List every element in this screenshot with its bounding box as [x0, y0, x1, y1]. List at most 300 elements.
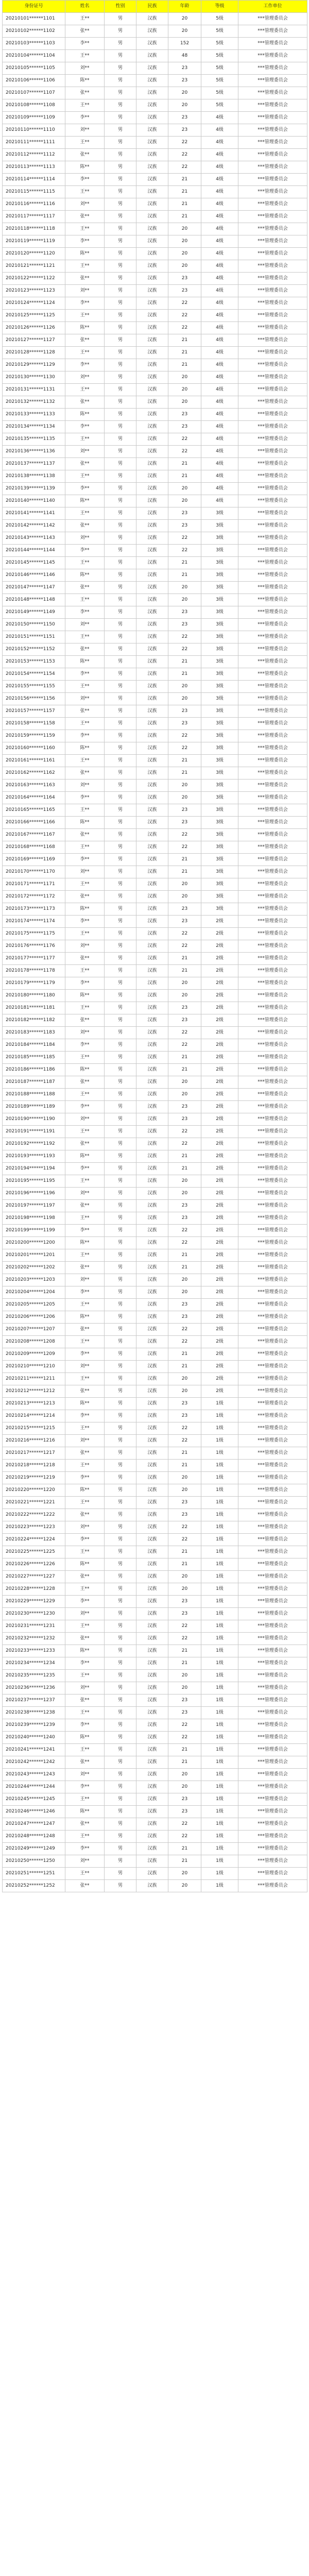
cell-level: 3级	[201, 903, 238, 916]
table-row	[3, 1868, 307, 1880]
cell-id-number: 20210129******1129	[3, 359, 65, 371]
cell-work-unit: ***管理委员会	[238, 137, 307, 149]
cell-level: 4级	[201, 384, 238, 396]
cell-age: 22	[168, 730, 201, 742]
cell-name: 王**	[65, 718, 105, 730]
cell-gender: 男	[105, 458, 136, 470]
table-row	[3, 829, 307, 841]
cell-age: 23	[168, 817, 201, 829]
cell-work-unit: ***管理委员会	[238, 458, 307, 470]
cell-level: 2级	[201, 1052, 238, 1064]
cell-gender: 男	[105, 384, 136, 396]
table-row	[3, 248, 307, 260]
cell-work-unit: ***管理委员会	[238, 1558, 307, 1571]
cell-age: 22	[168, 1324, 201, 1336]
cell-level: 5级	[201, 50, 238, 62]
cell-gender: 男	[105, 149, 136, 161]
cell-age: 23	[168, 112, 201, 124]
cell-ethnicity: 汉族	[136, 619, 168, 631]
table-row	[3, 149, 307, 161]
cell-id-number: 20210241******1241	[3, 1744, 65, 1756]
table-row	[3, 75, 307, 87]
cell-work-unit: ***管理委员会	[238, 1484, 307, 1497]
cell-id-number: 20210235******1235	[3, 1670, 65, 1682]
cell-age: 23	[168, 1113, 201, 1126]
cell-ethnicity: 汉族	[136, 1843, 168, 1855]
cell-level: 4级	[201, 483, 238, 495]
cell-work-unit: ***管理委员会	[238, 1126, 307, 1138]
cell-work-unit: ***管理委员会	[238, 977, 307, 990]
cell-work-unit: ***管理委员会	[238, 1855, 307, 1868]
cell-name: 王**	[65, 841, 105, 854]
cell-name: 王**	[65, 1249, 105, 1262]
table-row	[3, 322, 307, 334]
table-row	[3, 1373, 307, 1385]
cell-level: 4级	[201, 371, 238, 384]
cell-id-number: 20210229******1229	[3, 1596, 65, 1608]
cell-ethnicity: 汉族	[136, 1744, 168, 1756]
cell-name: 王**	[65, 1002, 105, 1014]
cell-work-unit: ***管理委员会	[238, 347, 307, 359]
cell-name: 李**	[65, 1225, 105, 1237]
cell-work-unit: ***管理委员会	[238, 1299, 307, 1311]
cell-name: 刘**	[65, 1113, 105, 1126]
cell-ethnicity: 汉族	[136, 1274, 168, 1286]
cell-level: 4级	[201, 124, 238, 137]
table-row	[3, 1150, 307, 1163]
cell-ethnicity: 汉族	[136, 606, 168, 619]
cell-work-unit: ***管理委员会	[238, 1385, 307, 1398]
header-ethnicity: 民族	[136, 1, 168, 13]
table-row	[3, 1645, 307, 1657]
cell-age: 22	[168, 1027, 201, 1039]
cell-level: 3级	[201, 557, 238, 569]
cell-name: 张**	[65, 149, 105, 161]
cell-gender: 男	[105, 1806, 136, 1818]
table-row	[3, 1546, 307, 1558]
cell-level: 3级	[201, 681, 238, 693]
cell-gender: 男	[105, 1880, 136, 1892]
cell-id-number: 20210194******1194	[3, 1163, 65, 1175]
table-row	[3, 1608, 307, 1620]
cell-level: 1级	[201, 1694, 238, 1707]
cell-name: 陈**	[65, 817, 105, 829]
cell-ethnicity: 汉族	[136, 25, 168, 38]
table-row	[3, 1880, 307, 1892]
cell-name: 张**	[65, 1694, 105, 1707]
cell-level: 4级	[201, 433, 238, 446]
cell-gender: 男	[105, 1657, 136, 1670]
cell-age: 48	[168, 50, 201, 62]
cell-id-number: 20210226******1226	[3, 1558, 65, 1571]
cell-ethnicity: 汉族	[136, 1719, 168, 1732]
table-row	[3, 866, 307, 878]
cell-ethnicity: 汉族	[136, 1633, 168, 1645]
cell-gender: 男	[105, 804, 136, 817]
cell-ethnicity: 汉族	[136, 1855, 168, 1868]
cell-level: 1级	[201, 1670, 238, 1682]
cell-level: 4级	[201, 260, 238, 273]
cell-age: 21	[168, 569, 201, 582]
table-row	[3, 1521, 307, 1534]
cell-ethnicity: 汉族	[136, 1596, 168, 1608]
cell-level: 3级	[201, 866, 238, 878]
cell-age: 21	[168, 1855, 201, 1868]
cell-ethnicity: 汉族	[136, 322, 168, 334]
table-row	[3, 421, 307, 433]
cell-name: 李**	[65, 1657, 105, 1670]
cell-name: 王**	[65, 1546, 105, 1558]
cell-age: 21	[168, 755, 201, 767]
table-row	[3, 1311, 307, 1324]
cell-id-number: 20210185******1185	[3, 1052, 65, 1064]
cell-level: 4级	[201, 359, 238, 371]
header-level: 等级	[201, 1, 238, 13]
table-row	[3, 532, 307, 545]
cell-work-unit: ***管理委员会	[238, 1237, 307, 1249]
cell-level: 1级	[201, 1460, 238, 1472]
cell-gender: 男	[105, 1274, 136, 1286]
cell-name: 张**	[65, 1633, 105, 1645]
cell-gender: 男	[105, 1608, 136, 1620]
cell-id-number: 20210107******1107	[3, 87, 65, 99]
table-row	[3, 916, 307, 928]
cell-gender: 男	[105, 1843, 136, 1855]
cell-id-number: 20210250******1250	[3, 1855, 65, 1868]
table-row	[3, 1806, 307, 1818]
cell-ethnicity: 汉族	[136, 1126, 168, 1138]
cell-id-number: 20210122******1122	[3, 273, 65, 285]
cell-id-number: 20210162******1162	[3, 767, 65, 779]
cell-gender: 男	[105, 1311, 136, 1324]
table-row	[3, 1769, 307, 1781]
cell-ethnicity: 汉族	[136, 1002, 168, 1014]
table-row	[3, 755, 307, 767]
table-body	[3, 13, 307, 1892]
cell-name: 刘**	[65, 446, 105, 458]
cell-work-unit: ***管理委员会	[238, 940, 307, 953]
table-row	[3, 1225, 307, 1237]
table-row	[3, 161, 307, 174]
table-row	[3, 87, 307, 99]
cell-id-number: 20210154******1154	[3, 668, 65, 681]
cell-level: 1级	[201, 1472, 238, 1484]
cell-work-unit: ***管理委员会	[238, 693, 307, 705]
cell-level: 4级	[201, 446, 238, 458]
cell-age: 21	[168, 470, 201, 483]
cell-level: 2级	[201, 1311, 238, 1324]
cell-age: 21	[168, 186, 201, 198]
cell-id-number: 20210193******1193	[3, 1150, 65, 1163]
cell-name: 陈**	[65, 1237, 105, 1249]
table-row	[3, 656, 307, 668]
cell-id-number: 20210101******1101	[3, 13, 65, 25]
cell-work-unit: ***管理委员会	[238, 656, 307, 668]
cell-name: 李**	[65, 1286, 105, 1299]
cell-id-number: 20210155******1155	[3, 681, 65, 693]
cell-work-unit: ***管理委员会	[238, 260, 307, 273]
table-row	[3, 1249, 307, 1262]
cell-name: 王**	[65, 1868, 105, 1880]
cell-level: 4级	[201, 248, 238, 260]
cell-ethnicity: 汉族	[136, 569, 168, 582]
cell-level: 2级	[201, 1212, 238, 1225]
table-row	[3, 940, 307, 953]
cell-age: 22	[168, 940, 201, 953]
cell-name: 张**	[65, 1262, 105, 1274]
table-row	[3, 606, 307, 619]
cell-id-number: 20210111******1111	[3, 137, 65, 149]
cell-name: 张**	[65, 643, 105, 656]
cell-work-unit: ***管理委员会	[238, 1657, 307, 1670]
cell-name: 王**	[65, 507, 105, 520]
cell-gender: 男	[105, 1336, 136, 1348]
cell-id-number: 20210237******1237	[3, 1694, 65, 1707]
cell-ethnicity: 汉族	[136, 1682, 168, 1694]
cell-ethnicity: 汉族	[136, 421, 168, 433]
cell-name: 李**	[65, 916, 105, 928]
cell-work-unit: ***管理委员会	[238, 1620, 307, 1633]
cell-level: 2级	[201, 916, 238, 928]
cell-work-unit: ***管理委员会	[238, 532, 307, 545]
cell-age: 22	[168, 1521, 201, 1534]
table-row	[3, 1497, 307, 1509]
cell-name: 陈**	[65, 248, 105, 260]
cell-gender: 男	[105, 1831, 136, 1843]
cell-age: 20	[168, 25, 201, 38]
cell-age: 21	[168, 1361, 201, 1373]
cell-age: 22	[168, 1633, 201, 1645]
cell-age: 20	[168, 1769, 201, 1781]
cell-age: 20	[168, 977, 201, 990]
cell-work-unit: ***管理委员会	[238, 1880, 307, 1892]
cell-gender: 男	[105, 1076, 136, 1089]
cell-work-unit: ***管理委员会	[238, 718, 307, 730]
cell-name: 王**	[65, 1583, 105, 1596]
cell-name: 张**	[65, 953, 105, 965]
cell-age: 21	[168, 1163, 201, 1175]
cell-id-number: 20210206******1206	[3, 1311, 65, 1324]
cell-name: 张**	[65, 705, 105, 718]
table-row	[3, 409, 307, 421]
cell-name: 刘**	[65, 866, 105, 878]
cell-id-number: 20210118******1118	[3, 223, 65, 235]
cell-age: 23	[168, 1002, 201, 1014]
cell-level: 3级	[201, 693, 238, 705]
table-row	[3, 668, 307, 681]
cell-name: 王**	[65, 878, 105, 891]
cell-work-unit: ***管理委员会	[238, 878, 307, 891]
cell-ethnicity: 汉族	[136, 1645, 168, 1657]
cell-name: 李**	[65, 1410, 105, 1422]
cell-ethnicity: 汉族	[136, 1163, 168, 1175]
cell-name: 王**	[65, 1212, 105, 1225]
cell-age: 23	[168, 606, 201, 619]
table-row	[3, 1163, 307, 1175]
cell-age: 22	[168, 149, 201, 161]
cell-work-unit: ***管理委员会	[238, 409, 307, 421]
cell-ethnicity: 汉族	[136, 928, 168, 940]
cell-level: 2级	[201, 1299, 238, 1311]
table-row	[3, 1212, 307, 1225]
table-row	[3, 433, 307, 446]
cell-id-number: 20210202******1202	[3, 1262, 65, 1274]
cell-ethnicity: 汉族	[136, 13, 168, 25]
cell-id-number: 20210116******1116	[3, 198, 65, 211]
table-row	[3, 1843, 307, 1855]
cell-id-number: 20210246******1246	[3, 1806, 65, 1818]
cell-work-unit: ***管理委员会	[238, 1793, 307, 1806]
cell-work-unit: ***管理委员会	[238, 817, 307, 829]
cell-ethnicity: 汉族	[136, 507, 168, 520]
cell-gender: 男	[105, 891, 136, 903]
cell-id-number: 20210195******1195	[3, 1175, 65, 1188]
cell-name: 刘**	[65, 124, 105, 137]
cell-work-unit: ***管理委员会	[238, 1596, 307, 1608]
cell-id-number: 20210249******1249	[3, 1843, 65, 1855]
table-row	[3, 137, 307, 149]
cell-ethnicity: 汉族	[136, 347, 168, 359]
cell-gender: 男	[105, 1014, 136, 1027]
cell-name: 李**	[65, 235, 105, 248]
cell-level: 2级	[201, 1126, 238, 1138]
cell-level: 2级	[201, 1348, 238, 1361]
cell-name: 张**	[65, 458, 105, 470]
cell-id-number: 20210174******1174	[3, 916, 65, 928]
cell-id-number: 20210143******1143	[3, 532, 65, 545]
cell-name: 陈**	[65, 1806, 105, 1818]
cell-work-unit: ***管理委员会	[238, 916, 307, 928]
table-row	[3, 1052, 307, 1064]
table-row	[3, 1583, 307, 1596]
cell-age: 22	[168, 1719, 201, 1732]
cell-id-number: 20210176******1176	[3, 940, 65, 953]
cell-age: 20	[168, 248, 201, 260]
cell-age: 21	[168, 1744, 201, 1756]
cell-work-unit: ***管理委员会	[238, 1373, 307, 1385]
cell-work-unit: ***管理委员会	[238, 1868, 307, 1880]
cell-gender: 男	[105, 779, 136, 792]
cell-id-number: 20210178******1178	[3, 965, 65, 977]
cell-level: 5级	[201, 13, 238, 25]
cell-level: 3级	[201, 643, 238, 656]
cell-work-unit: ***管理委员会	[238, 1806, 307, 1818]
cell-gender: 男	[105, 235, 136, 248]
cell-name: 王**	[65, 1620, 105, 1633]
cell-ethnicity: 汉族	[136, 1497, 168, 1509]
cell-ethnicity: 汉族	[136, 1373, 168, 1385]
cell-name: 王**	[65, 186, 105, 198]
cell-work-unit: ***管理委员会	[238, 1422, 307, 1435]
cell-ethnicity: 汉族	[136, 1027, 168, 1039]
cell-id-number: 20210247******1247	[3, 1818, 65, 1831]
cell-age: 20	[168, 792, 201, 804]
cell-id-number: 20210182******1182	[3, 1014, 65, 1027]
cell-id-number: 20210157******1157	[3, 705, 65, 718]
cell-work-unit: ***管理委员会	[238, 211, 307, 223]
cell-level: 3级	[201, 854, 238, 866]
cell-age: 20	[168, 1188, 201, 1200]
cell-gender: 男	[105, 1756, 136, 1769]
cell-work-unit: ***管理委员会	[238, 1571, 307, 1583]
cell-ethnicity: 汉族	[136, 87, 168, 99]
cell-work-unit: ***管理委员会	[238, 421, 307, 433]
cell-level: 1级	[201, 1793, 238, 1806]
cell-name: 陈**	[65, 1150, 105, 1163]
cell-ethnicity: 汉族	[136, 1076, 168, 1089]
cell-id-number: 20210160******1160	[3, 742, 65, 755]
cell-ethnicity: 汉族	[136, 161, 168, 174]
cell-gender: 男	[105, 718, 136, 730]
cell-gender: 男	[105, 1064, 136, 1076]
cell-level: 1级	[201, 1620, 238, 1633]
cell-age: 20	[168, 260, 201, 273]
cell-age: 20	[168, 1571, 201, 1583]
cell-gender: 男	[105, 409, 136, 421]
cell-name: 张**	[65, 1385, 105, 1398]
cell-level: 2级	[201, 1113, 238, 1126]
cell-work-unit: ***管理委员会	[238, 829, 307, 841]
cell-id-number: 20210230******1230	[3, 1608, 65, 1620]
cell-work-unit: ***管理委员会	[238, 1633, 307, 1645]
cell-ethnicity: 汉族	[136, 433, 168, 446]
cell-work-unit: ***管理委员会	[238, 1249, 307, 1262]
cell-ethnicity: 汉族	[136, 211, 168, 223]
cell-gender: 男	[105, 371, 136, 384]
cell-id-number: 20210214******1214	[3, 1410, 65, 1422]
cell-name: 李**	[65, 1534, 105, 1546]
cell-work-unit: ***管理委员会	[238, 1831, 307, 1843]
cell-age: 21	[168, 211, 201, 223]
cell-gender: 男	[105, 87, 136, 99]
cell-name: 刘**	[65, 1769, 105, 1781]
cell-gender: 男	[105, 1163, 136, 1175]
cell-ethnicity: 汉族	[136, 1052, 168, 1064]
header-id-number: 身份证号	[3, 1, 65, 13]
cell-age: 22	[168, 1422, 201, 1435]
cell-gender: 男	[105, 854, 136, 866]
cell-name: 张**	[65, 1447, 105, 1460]
cell-gender: 男	[105, 1596, 136, 1608]
cell-id-number: 20210220******1220	[3, 1484, 65, 1497]
table-row	[3, 903, 307, 916]
cell-work-unit: ***管理委员会	[238, 1694, 307, 1707]
cell-ethnicity: 汉族	[136, 384, 168, 396]
cell-ethnicity: 汉族	[136, 1472, 168, 1484]
cell-age: 23	[168, 1497, 201, 1509]
cell-gender: 男	[105, 990, 136, 1002]
table-row	[3, 1707, 307, 1719]
cell-ethnicity: 汉族	[136, 1150, 168, 1163]
cell-id-number: 20210251******1251	[3, 1868, 65, 1880]
cell-level: 3级	[201, 718, 238, 730]
cell-ethnicity: 汉族	[136, 334, 168, 347]
cell-name: 陈**	[65, 75, 105, 87]
cell-ethnicity: 汉族	[136, 668, 168, 681]
cell-ethnicity: 汉族	[136, 1546, 168, 1558]
cell-gender: 男	[105, 1200, 136, 1212]
cell-ethnicity: 汉族	[136, 371, 168, 384]
cell-level: 5级	[201, 87, 238, 99]
table-row	[3, 1138, 307, 1150]
cell-work-unit: ***管理委员会	[238, 903, 307, 916]
cell-gender: 男	[105, 1225, 136, 1237]
cell-age: 20	[168, 495, 201, 507]
cell-level: 3级	[201, 520, 238, 532]
cell-name: 王**	[65, 260, 105, 273]
cell-work-unit: ***管理委员会	[238, 1781, 307, 1793]
cell-id-number: 20210171******1171	[3, 878, 65, 891]
